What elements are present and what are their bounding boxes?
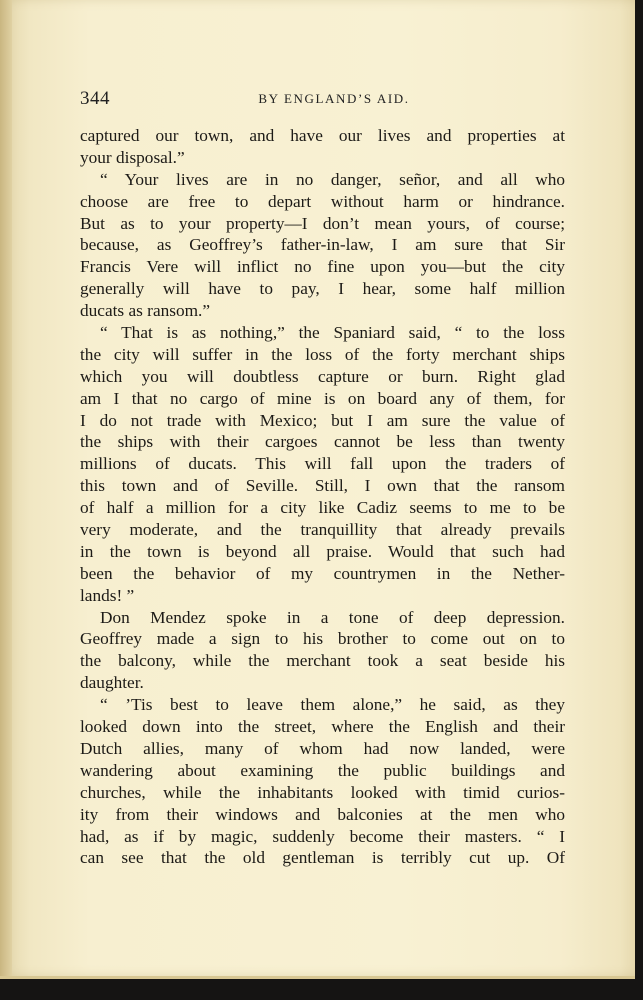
text-line: the balcony, while the merchant took a seat beside his xyxy=(80,651,565,671)
text-line: ity from their windows and balconies at the men who xyxy=(80,804,565,824)
text-line: I do not trade with Mexico; but I am sure the value of xyxy=(80,410,565,430)
text-line: captured our town, and have our lives and properties at xyxy=(80,126,565,145)
text-line: churches, while the inhabitants looked with timid curios- xyxy=(80,782,565,802)
running-title: BY ENGLAND’S AID. xyxy=(258,91,410,106)
text-line: the city will suffer in the loss of the forty merchant ships xyxy=(80,344,565,364)
text-line: millions of ducats. This will fall upon the traders of xyxy=(80,454,565,474)
page-gutter xyxy=(0,0,12,976)
text-line: wandering about examining the public buildings and xyxy=(80,760,565,780)
text-line: the ships with their cargoes cannot be less than twenty xyxy=(80,432,565,452)
text-line: choose are free to depart without harm or hindrance. xyxy=(80,191,565,211)
text-line: lands! ” xyxy=(80,585,135,605)
text-line: “ That is as nothing,” the Spaniard said, “ to the loss xyxy=(100,323,565,343)
text-line: “ ’Tis best to leave them alone,” he said, as they xyxy=(100,695,565,715)
text-line: your disposal.” xyxy=(80,147,185,167)
text-line: But as to your property—I don’t mean yours, of course; xyxy=(80,213,565,233)
text-line: Don Mendez spoke in a tone of deep depression. xyxy=(100,607,565,627)
page-header xyxy=(80,88,560,108)
text-line: had, as if by magic, suddenly become their masters. “ I xyxy=(80,826,565,846)
text-line: of half a million for a city like Cadiz seems to me to be xyxy=(80,498,565,518)
text-line: ducats as ransom.” xyxy=(80,301,211,321)
text-line: been the behavior of my countrymen in the Nether- xyxy=(80,563,565,583)
body-text xyxy=(80,125,565,869)
page-number: 344 xyxy=(80,88,110,109)
text-line: daughter. xyxy=(80,673,144,693)
text-line: this town and of Seville. Still, I own that the ransom xyxy=(80,476,565,496)
text-line: because, as Geoffrey’s father-in-law, I am sure that Sir xyxy=(80,235,565,255)
text-line: generally will have to pay, I hear, some half million xyxy=(80,279,565,299)
text-line: Francis Vere will inflict no fine upon you—but the city xyxy=(80,257,565,277)
text-line: can see that the old gentleman is terribly cut up. Of xyxy=(80,848,565,868)
text-line: which you will doubtless capture or burn. Right glad xyxy=(80,366,565,386)
text-line: looked down into the street, where the English and their xyxy=(80,717,565,737)
text-line: very moderate, and the tranquillity that already prevails xyxy=(80,520,565,540)
text-line: in the town is beyond all praise. Would that such had xyxy=(80,541,565,561)
text-line: Geoffrey made a sign to his brother to come out on to xyxy=(80,629,565,649)
text-line: Dutch allies, many of whom had now landed, were xyxy=(80,738,565,758)
text-line: am I that no cargo of mine is on board any of them, for xyxy=(80,388,565,408)
text-line: “ Your lives are in no danger, señor, and all who xyxy=(100,169,565,189)
